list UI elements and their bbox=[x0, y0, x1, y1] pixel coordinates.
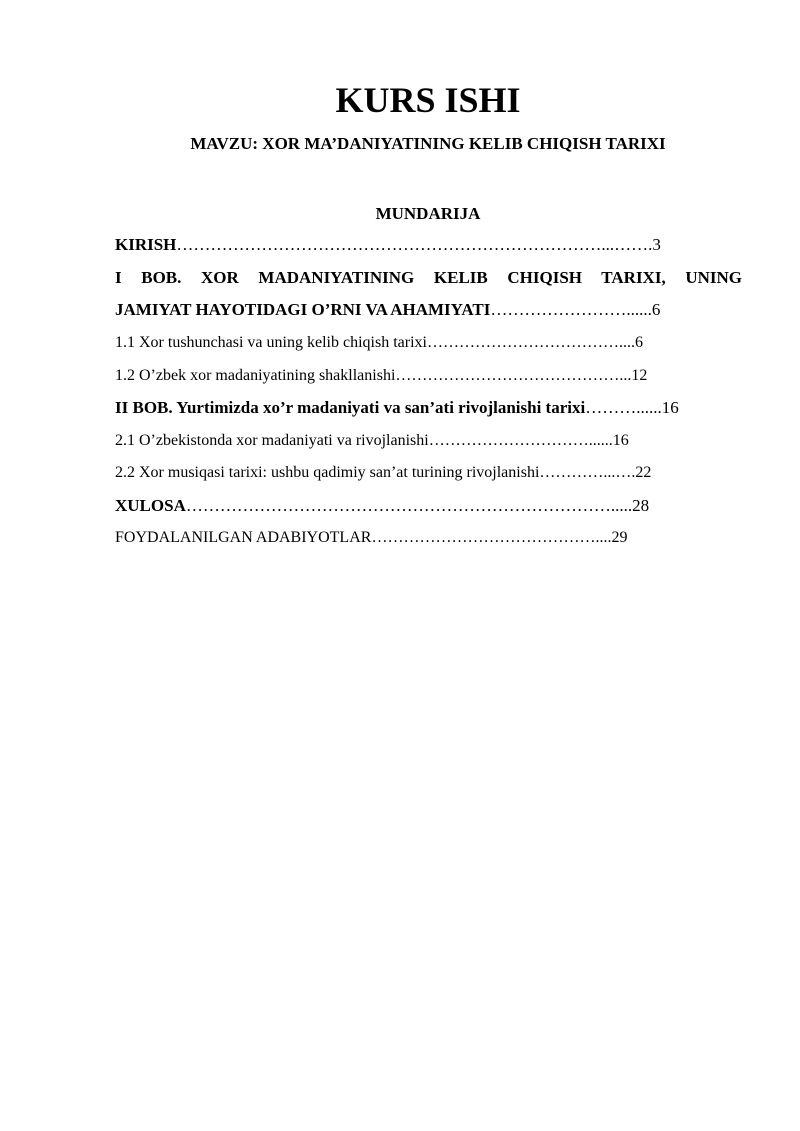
toc-entry-label: FOYDALANILGAN ADABIYOTLAR bbox=[115, 529, 372, 546]
document-subtitle: MAVZU: XOR MA’DANIYATINING KELIB CHIQISH TARIXI bbox=[190, 134, 666, 153]
toc-entry-kirish[interactable] bbox=[115, 234, 742, 256]
toc-entry-label: 1.2 O’zbek xor madaniyatining shakllanishi bbox=[115, 367, 396, 384]
toc-heading: MUNDARIJA bbox=[375, 204, 481, 223]
toc-entry-adabiyotlar[interactable] bbox=[115, 527, 742, 549]
toc-leader-dots: …………………………………………………………………..... bbox=[185, 496, 633, 515]
toc-page-number: 12 bbox=[631, 367, 648, 384]
toc-leader-dots: ……………………...... bbox=[490, 300, 652, 319]
toc-page-number: 22 bbox=[635, 464, 652, 481]
toc-page-number: 16 bbox=[612, 432, 629, 449]
toc-page-number: 6 bbox=[651, 300, 661, 319]
toc-leader-dots: …………...…. bbox=[539, 464, 636, 481]
toc-page-number: 28 bbox=[632, 496, 650, 515]
toc-page-number: 6 bbox=[634, 334, 643, 351]
toc-entry-2-2[interactable] bbox=[115, 462, 742, 484]
toc-page-number: 16 bbox=[661, 398, 679, 417]
toc-entry-bob1-line1[interactable]: I BOB. XOR MADANIYATINING KELIB CHIQISH TARIXI, UNING bbox=[115, 268, 742, 287]
toc-entry-xulosa[interactable] bbox=[115, 495, 742, 517]
toc-leader-dots: ……………………………………... bbox=[395, 367, 632, 384]
toc-leader-dots: …………………………………………………………………...……. bbox=[176, 235, 653, 254]
toc-entry-label: XULOSA bbox=[115, 496, 186, 515]
toc-entry-bob1-line2[interactable] bbox=[115, 299, 742, 321]
toc-leader-dots: ………...... bbox=[585, 398, 662, 417]
toc-entry-label: JAMIYAT HAYOTIDAGI O’RNI VA AHAMIYATI bbox=[115, 300, 491, 319]
toc-leader-dots: ……………………………….... bbox=[426, 334, 635, 351]
document-title: KURS ISHI bbox=[335, 80, 521, 120]
toc-entry-2-1[interactable] bbox=[115, 430, 742, 452]
toc-page-number: 3 bbox=[652, 235, 661, 254]
toc-entry-1-1[interactable] bbox=[115, 332, 742, 354]
toc-entry-bob2[interactable] bbox=[115, 397, 742, 419]
toc-page-number: 29 bbox=[611, 529, 628, 546]
toc-entry-label: 2.1 O’zbekistonda xor madaniyati va rivojlanishi bbox=[115, 432, 429, 449]
toc-entry-1-2[interactable] bbox=[115, 365, 742, 387]
toc-leader-dots: …………………………...... bbox=[428, 432, 613, 449]
toc-entry-label: II BOB. Yurtimizda xo’r madaniyati va san’ati rivojlanishi tarixi bbox=[115, 398, 586, 417]
toc-entry-label: KIRISH bbox=[115, 235, 177, 254]
toc-entry-label: 2.2 Xor musiqasi tarixi: ushbu qadimiy san’at turining rivojlanishi bbox=[115, 464, 540, 481]
toc-leader-dots: …………………………………….... bbox=[371, 529, 612, 546]
toc-entry-label: 1.1 Xor tushunchasi va uning kelib chiqish tarixi bbox=[115, 334, 427, 351]
